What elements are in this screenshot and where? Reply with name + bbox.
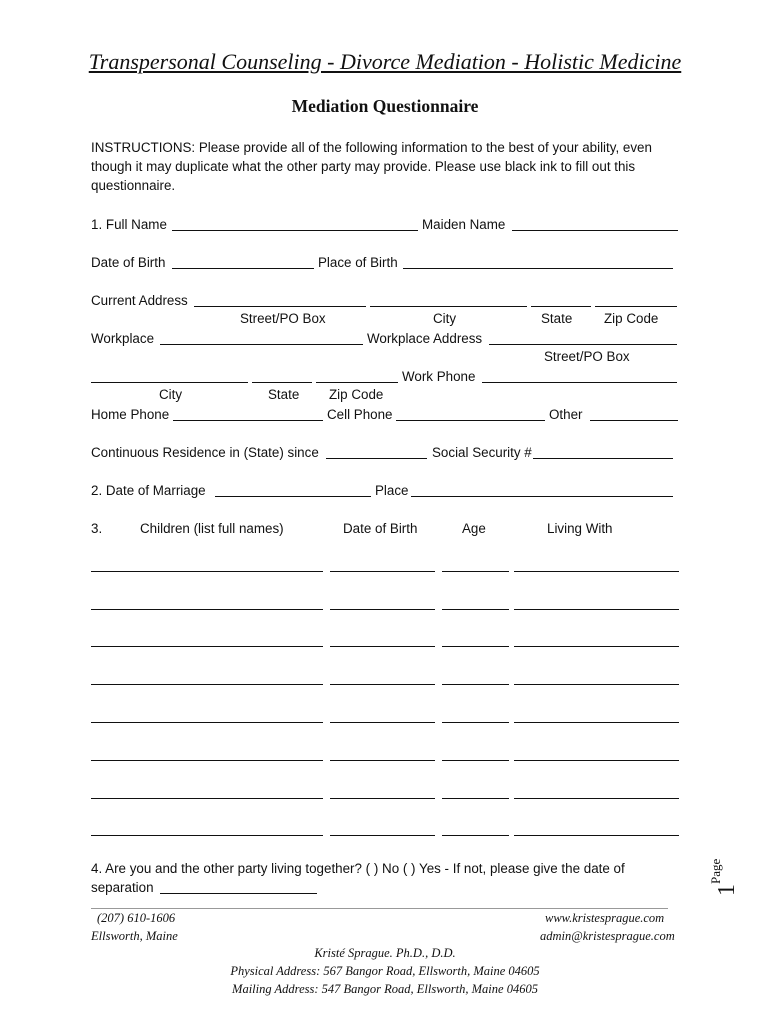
child-dob-field[interactable] (330, 722, 435, 723)
children-number: 3. (91, 521, 103, 536)
work-city-caption: City (159, 387, 183, 402)
full-name-field[interactable] (172, 230, 418, 231)
child-name-field[interactable] (91, 798, 323, 799)
work-zip-field[interactable] (316, 382, 398, 383)
child-dob-field[interactable] (330, 571, 435, 572)
work-state-caption: State (268, 387, 300, 402)
current-address-label: Current Address (91, 293, 188, 308)
workplace-label: Workplace (91, 331, 155, 346)
child-living-field[interactable] (514, 684, 679, 685)
child-living-field[interactable] (514, 835, 679, 836)
work-street-caption: Street/PO Box (544, 349, 630, 364)
footer-phone: (207) 610-1606 (97, 911, 176, 925)
page-title: Mediation Questionnaire (291, 96, 479, 116)
child-age-field[interactable] (442, 798, 509, 799)
work-city-field[interactable] (91, 382, 248, 383)
child-name-field[interactable] (91, 571, 323, 572)
footer-location: Ellsworth, Maine (91, 929, 178, 943)
footer-physical-address: Physical Address: 567 Bangor Road, Ellsworth, Maine 04605 (230, 964, 540, 978)
marriage-date-field[interactable] (215, 496, 371, 497)
page-number: 1 (714, 884, 740, 896)
child-name-field[interactable] (91, 646, 323, 647)
home-phone-label: Home Phone (91, 407, 170, 422)
cell-phone-field[interactable] (396, 420, 545, 421)
child-age-field[interactable] (442, 760, 509, 761)
instructions: INSTRUCTIONS: Please provide all of the following information to the best of your ability, even though it may duplicate what the other party may provide. Please use black ink to fill out this questionnaire. (91, 140, 652, 193)
work-phone-label: Work Phone (402, 369, 476, 384)
state-caption: State (541, 311, 573, 326)
place-of-birth-field[interactable] (403, 268, 673, 269)
other-phone-label: Other (549, 407, 583, 422)
residence-field[interactable] (326, 458, 427, 459)
child-age-field[interactable] (442, 646, 509, 647)
work-zip-caption: Zip Code (329, 387, 384, 402)
cell-phone-label: Cell Phone (327, 407, 393, 422)
child-name-field[interactable] (91, 684, 323, 685)
child-living-field[interactable] (514, 646, 679, 647)
residence-label: Continuous Residence in (State) since (91, 445, 319, 460)
child-living-field[interactable] (514, 571, 679, 572)
children-living-header: Living With (547, 521, 613, 536)
marriage-date-label: 2. Date of Marriage (91, 483, 206, 498)
child-age-field[interactable] (442, 722, 509, 723)
street-caption: Street/PO Box (240, 311, 326, 326)
child-dob-field[interactable] (330, 646, 435, 647)
ssn-label: Social Security # (432, 445, 532, 460)
ssn-field[interactable] (533, 458, 673, 459)
workplace-field[interactable] (160, 344, 363, 345)
living-together-question: 4. Are you and the other party living together? ( ) No ( ) Yes - If not, please give the date of (91, 861, 625, 876)
dob-field[interactable] (172, 268, 314, 269)
footer-name: Kristé Sprague. Ph.D., D.D. (314, 946, 456, 960)
work-phone-field[interactable] (482, 382, 677, 383)
separation-label: separation (91, 880, 154, 895)
child-dob-field[interactable] (330, 760, 435, 761)
children-dob-header: Date of Birth (343, 521, 418, 536)
child-dob-field[interactable] (330, 609, 435, 610)
child-living-field[interactable] (514, 722, 679, 723)
child-name-field[interactable] (91, 722, 323, 723)
maiden-name-field[interactable] (512, 230, 678, 231)
child-age-field[interactable] (442, 684, 509, 685)
child-name-field[interactable] (91, 609, 323, 610)
child-living-field[interactable] (514, 760, 679, 761)
child-age-field[interactable] (442, 571, 509, 572)
child-dob-field[interactable] (330, 684, 435, 685)
separation-date-field[interactable] (160, 893, 317, 894)
current-city-field[interactable] (370, 306, 527, 307)
children-names-header: Children (list full names) (140, 521, 284, 536)
footer-email[interactable]: admin@kristesprague.com (540, 929, 675, 943)
marriage-place-label: Place (375, 483, 409, 498)
child-living-field[interactable] (514, 798, 679, 799)
other-phone-field[interactable] (590, 420, 678, 421)
workplace-address-field[interactable] (489, 344, 677, 345)
child-dob-field[interactable] (330, 798, 435, 799)
footer-website[interactable]: www.kristesprague.com (545, 911, 665, 925)
page-label: Page (708, 858, 723, 884)
child-age-field[interactable] (442, 609, 509, 610)
child-age-field[interactable] (442, 835, 509, 836)
child-name-field[interactable] (91, 760, 323, 761)
child-living-field[interactable] (514, 609, 679, 610)
child-dob-field[interactable] (330, 835, 435, 836)
marriage-place-field[interactable] (411, 496, 673, 497)
child-name-field[interactable] (91, 835, 323, 836)
zip-caption: Zip Code (604, 311, 659, 326)
current-zip-field[interactable] (595, 306, 677, 307)
footer-mailing-address: Mailing Address: 547 Bangor Road, Ellsworth, Maine 04605 (232, 982, 538, 996)
work-state-field[interactable] (252, 382, 312, 383)
current-street-field[interactable] (194, 306, 366, 307)
maiden-name-label: Maiden Name (422, 217, 506, 232)
city-caption: City (433, 311, 457, 326)
dob-label: Date of Birth (91, 255, 166, 270)
practice-banner: Transpersonal Counseling - Divorce Mediation - Holistic Medicine (88, 49, 682, 74)
full-name-label: 1. Full Name (91, 217, 167, 232)
home-phone-field[interactable] (173, 420, 323, 421)
current-state-field[interactable] (531, 306, 591, 307)
place-of-birth-label: Place of Birth (318, 255, 398, 270)
footer-divider (91, 908, 668, 909)
workplace-address-label: Workplace Address (367, 331, 483, 346)
children-age-header: Age (462, 521, 486, 536)
